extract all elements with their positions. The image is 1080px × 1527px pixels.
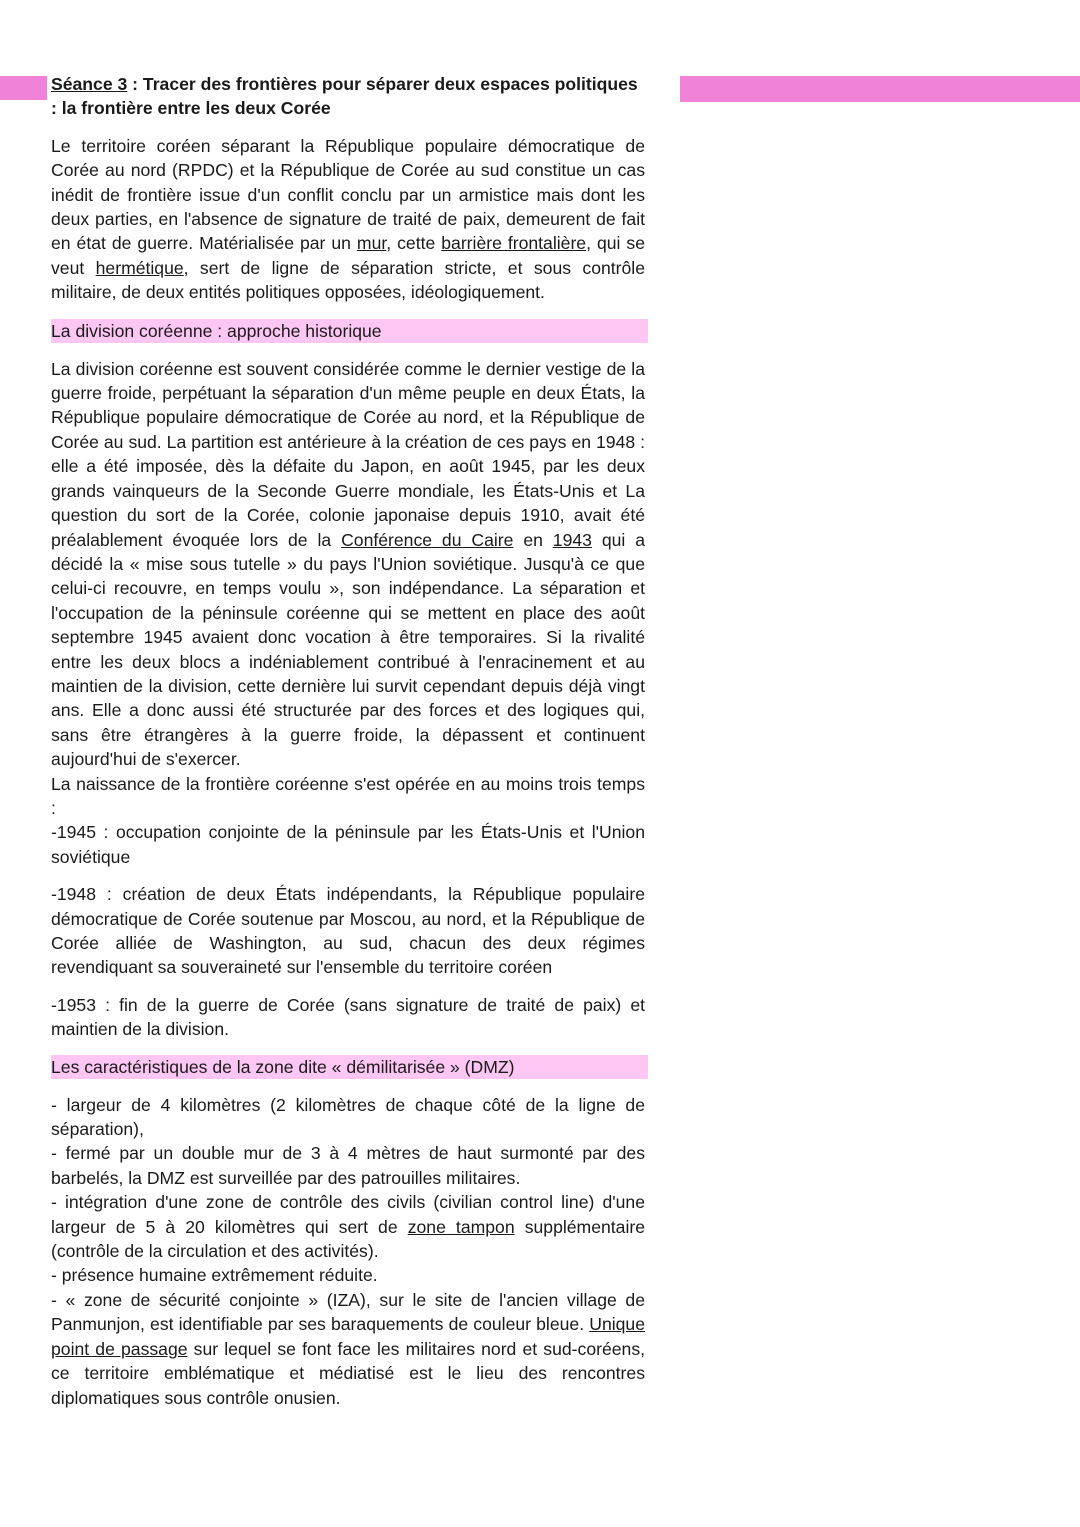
dmz-item-5	[51, 1288, 645, 1410]
dmz-item-1: - largeur de 4 kilomètres (2 kilomètres de chaque côté de la ligne de séparation),	[51, 1094, 645, 1140]
dmz-item-3	[51, 1190, 645, 1263]
history-paragraph-2: La naissance de la frontière coréenne s'est opérée en au moins trois temps :	[51, 773, 645, 818]
page-title	[51, 72, 645, 121]
timeline-1948: -1948 : création de deux États indépendants, la République populaire démocratique de Corée soutenue par Moscou, au nord, et la République de Corée alliée de Washington, au sud, chacun des deux régimes revendiquant sa souveraineté sur l'ensemble du territoire coréen	[51, 884, 645, 978]
dmz-item-3-text-b: supplémentaire (contrôle de la circulation et des activités).	[51, 1216, 645, 1262]
seance-label: Séance 3	[51, 74, 128, 94]
left-accent-bar	[0, 76, 47, 100]
section-heading-dmz: Les caractéristiques de la zone dite « démilitarisée » (DMZ)	[51, 1055, 648, 1079]
history-paragraph	[51, 357, 645, 772]
intro-underline-barriere: barrière frontalière	[441, 233, 587, 254]
dmz-item-5-text-a: - « zone de sécurité conjointe » (IZA), sur le site de l'ancien village de Panmunjon, est identifiable par ses baraquements de couleur bleue.	[51, 1289, 645, 1335]
intro-paragraph	[51, 134, 645, 305]
dmz-item-5-text-b: sur lequel se font face les militaires nord et sud-coréens, ce territoire emblématique et médiatisé est le lieu des rencontres diplomatiques sous contrôle onusien.	[51, 1338, 646, 1408]
intro-text-3: , qui se veut	[51, 233, 645, 278]
intro-text-2: , cette	[386, 233, 442, 254]
intro-underline-hermetique: hermétique	[95, 257, 184, 278]
intro-text-4: , sert de ligne de séparation stricte, et sous contrôle militaire, de deux entités politiques opposées, idéologiquement.	[51, 257, 645, 303]
dmz-item-4: - présence humaine extrêmement réduite.	[51, 1265, 378, 1286]
intro-text-1: Le territoire coréen séparant la République populaire démocratique de Corée au nord (RPDC) et la République de Corée au sud constitue un cas inédit de frontière issue d'un conflit conclu par un armistice mais dont les deux parties, en l'absence de signature de traité de paix, demeurent de fait en état de guerre. Matérialisée par un	[51, 135, 645, 254]
history-text-1: La division coréenne est souvent considérée comme le dernier vestige de la guerre froide, perpétuant la séparation d'un même peuple en deux États, la République populaire démocratique de Corée au nord, et la République de Corée au sud. La partition est antérieure à la création de ces pays en 1948 : elle a été imposée, dès la défaite du Japon, en août 1945, par les deux grands vainqueurs de la Seconde Guerre mondiale, les États-Unis et La question du sort de la Corée, colonie japonaise depuis 1910, avait été préalablement évoquée lors de la	[51, 358, 645, 550]
history-underline-1943: 1943	[552, 529, 592, 550]
history-text-3: qui a décidé la « mise sous tutelle » du pays l'Union soviétique. Jusqu'à ce que celui-ci recouvre, en temps voulu », son indépendance. La séparation et l'occupation de la péninsule coréenne qui se mettent en place des août septembre 1945 avaient donc vocation à être temporaires. Si la rivalité entre les deux blocs a indéniablement contribué à l'enracinement et au maintien de la division, cette dernière lui survit cependant depuis déjà vingt ans. Elle a donc aussi été structurée par des forces et des logiques qui, sans être étrangères à la guerre froide, la dépassent et continuent aujourd'hui de s'exercer.	[51, 529, 645, 770]
dmz-underline-point-passage: Unique point de passage	[51, 1314, 645, 1359]
dmz-item-3-text-a: - intégration d'une zone de contrôle des civils (civilian control line) d'une largeur de 5 à 20 kilomètres qui sert de	[51, 1192, 645, 1237]
right-accent-bar	[680, 76, 1080, 102]
intro-underline-mur: mur	[356, 233, 387, 254]
history-text-2: en	[513, 529, 553, 550]
dmz-item-2: - fermé par un double mur de 3 à 4 mètres de haut surmonté par des barbelés, la DMZ est surveillée par des patrouilles militaires.	[51, 1143, 645, 1188]
timeline-1953: -1953 : fin de la guerre de Corée (sans signature de traité de paix) et maintien de la division.	[51, 994, 645, 1040]
timeline-1945: -1945 : occupation conjointe de la péninsule par les États-Unis et l'Union soviétique	[51, 822, 645, 867]
title-text: : Tracer des frontières pour séparer deux espaces politiques : la frontière entre les deux Corée	[51, 74, 638, 119]
section-heading-history: La division coréenne : approche historique	[51, 319, 648, 343]
dmz-underline-zone-tampon: zone tampon	[407, 1216, 515, 1237]
document-column	[51, 72, 645, 1410]
history-underline-caire: Conférence du Caire	[341, 529, 514, 550]
